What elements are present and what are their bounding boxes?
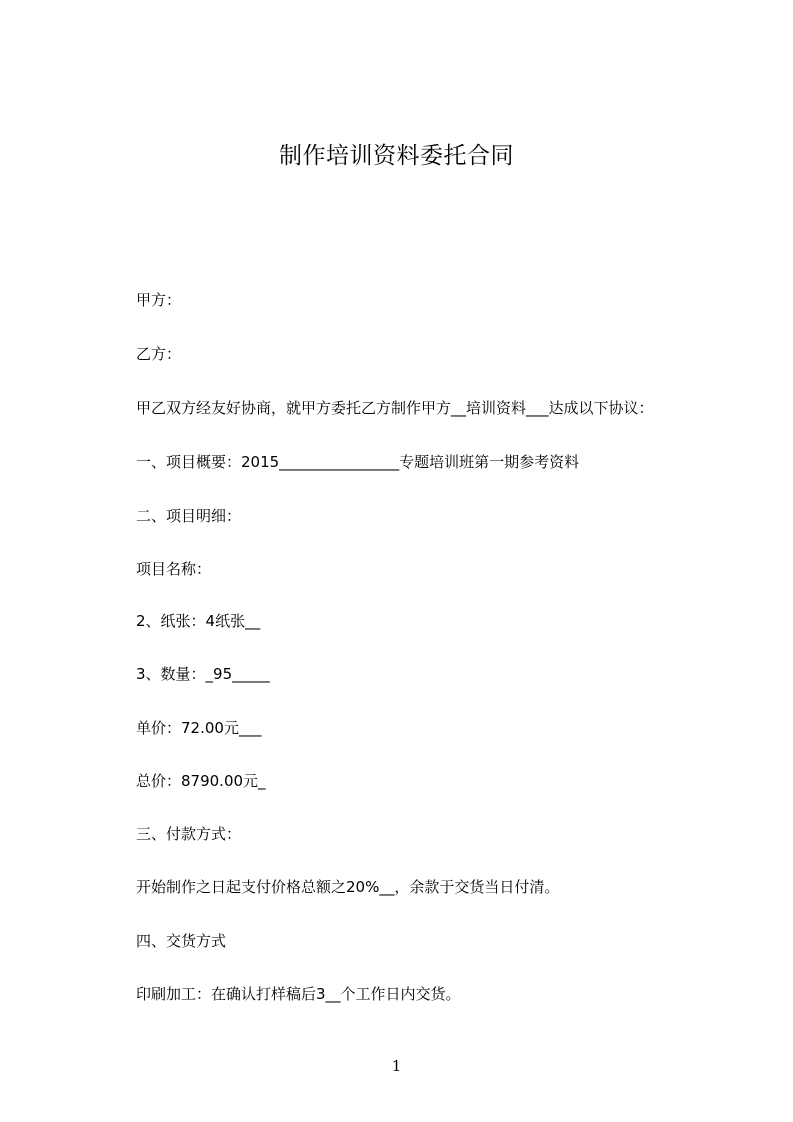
section-1-overview: 一、项目概要：2015________________专题培训班第一期参考资料 <box>136 453 580 471</box>
quantity-line: 3、数量：_95_____ <box>136 665 270 683</box>
unit-price-line: 单价：72.00元___ <box>136 719 262 737</box>
section-3-heading: 三、付款方式： <box>136 825 242 843</box>
party-a-line: 甲方： <box>136 291 182 309</box>
section-2-heading: 二、项目明细： <box>136 507 242 525</box>
party-b-line: 乙方： <box>136 345 182 363</box>
page-number: 1 <box>391 1057 402 1075</box>
total-price-line: 总价：8790.00元_ <box>136 772 266 790</box>
paper-line: 2、纸张：4纸张__ <box>136 612 261 630</box>
section-4-heading: 四、交货方式 <box>136 932 227 950</box>
payment-terms-line: 开始制作之日起支付价格总额之20%__，余款于交货当日付清。 <box>136 878 560 896</box>
document-title: 制作培训资料委托合同 <box>279 143 514 169</box>
agreement-intro-line: 甲乙双方经友好协商，就甲方委托乙方制作甲方__培训资料___达成以下协议： <box>136 399 654 417</box>
delivery-terms-line: 印刷加工：在确认打样稿后3__个工作日内交货。 <box>136 985 461 1003</box>
project-name-line: 项目名称： <box>136 560 212 578</box>
